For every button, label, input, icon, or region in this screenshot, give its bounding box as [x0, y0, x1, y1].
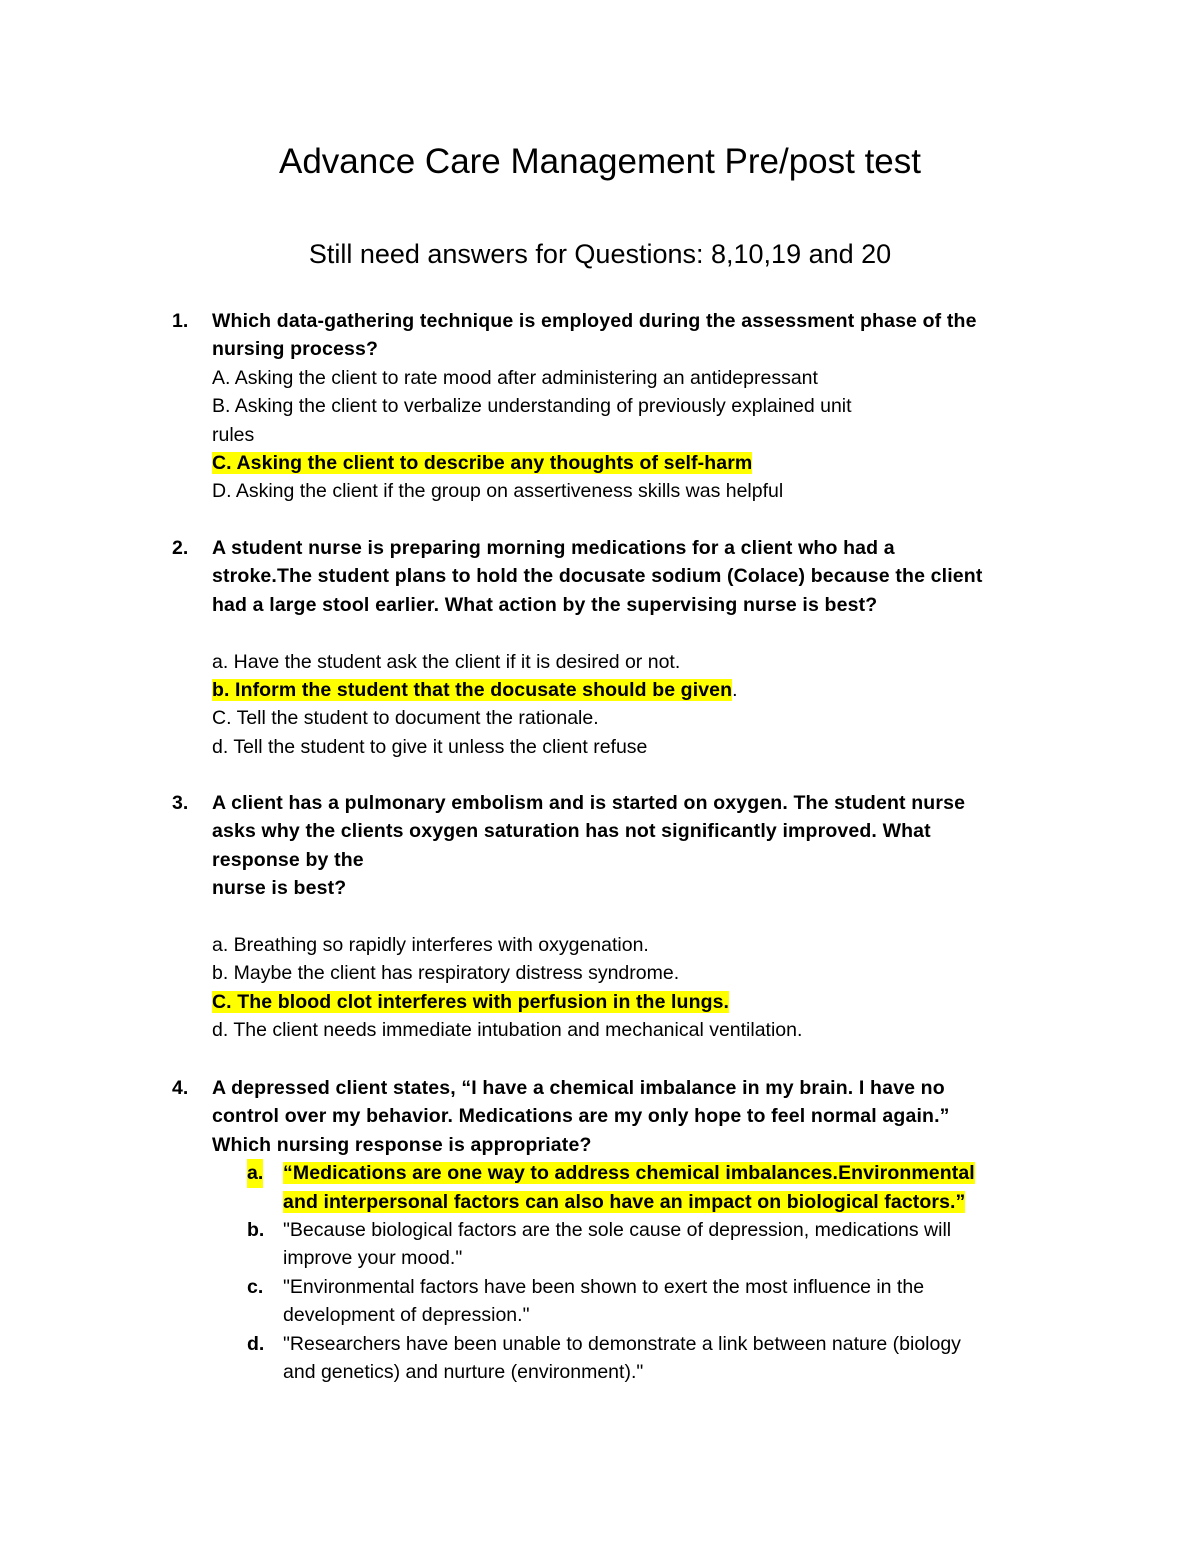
stem-line: A client has a pulmonary embolism and is started on oxygen. The student nurse: [212, 792, 966, 814]
stem-line: Which data-gathering technique is employed during the assessment phase of the: [212, 310, 977, 332]
answer-highlight: “Medications are one way to address chemical imbalances.Environmental: [283, 1162, 975, 1185]
option-line: development of depression.": [283, 1304, 530, 1327]
question-stem: [212, 1074, 1072, 1159]
spacer: [212, 903, 1072, 931]
option-line: "Environmental factors have been shown to exert the most influence in the: [283, 1275, 925, 1298]
question-stem: [212, 534, 1072, 619]
stem-line: nursing process?: [212, 338, 379, 361]
stem-line: response by the: [212, 848, 364, 871]
question-stem: [212, 307, 1072, 364]
option-d: d. Tell the student to give it unless the client refuse: [212, 735, 648, 758]
stem-line: A depressed client states, “I have a chemical imbalance in my brain. I have no: [212, 1077, 945, 1099]
question-number: 3.: [172, 792, 189, 814]
question-body: [212, 307, 1072, 506]
option-a: A. Asking the client to rate mood after administering an antidepressant: [212, 366, 818, 389]
option-a: a. Breathing so rapidly interferes with oxygenation.: [212, 934, 649, 957]
option-line: "Because biological factors are the sole cause of depression, medications will: [283, 1219, 952, 1242]
question-number: 1.: [172, 310, 189, 332]
question-body: [212, 534, 1072, 761]
question-stem: [212, 789, 1072, 903]
stem-line: control over my behavior. Medications are my only hope to feel normal again.”: [212, 1105, 950, 1128]
option-c: C. Tell the student to document the rationale.: [212, 707, 599, 730]
option-c-answer: [212, 988, 1072, 1016]
stem-line: asks why the clients oxygen saturation has not significantly improved. What: [212, 820, 931, 843]
option-b-answer: [212, 676, 1072, 704]
option-b: b. Maybe the client has respiratory distress syndrome.: [212, 962, 680, 985]
answer-highlight: C. The blood clot interferes with perfusion in the lungs.: [212, 990, 730, 1013]
option-letter: d.: [247, 1332, 265, 1355]
option-line: "Researchers have been unable to demonstrate a link between nature (biology: [283, 1332, 961, 1355]
option-list: [247, 1159, 1072, 1386]
stem-line: Which nursing response is appropriate?: [212, 1133, 592, 1156]
option-b: [247, 1216, 1072, 1273]
page-title: Advance Care Management Pre/post test: [278, 142, 921, 181]
stem-line: had a large stool earlier. What action by the supervising nurse is best?: [212, 593, 878, 616]
option-line: and genetics) and nurture (environment).": [283, 1361, 644, 1384]
stem-line: nurse is best?: [212, 877, 347, 900]
option-a-answer: [247, 1159, 1072, 1216]
answer-highlight: b. Inform the student that the docusate should be given: [212, 679, 733, 702]
question-number: 4.: [172, 1077, 189, 1099]
option-b-continued: rules: [212, 423, 255, 446]
option-line: improve your mood.": [283, 1247, 463, 1270]
spacer: [212, 619, 1072, 647]
option-a: a. Have the student ask the client if it is desired or not.: [212, 650, 681, 673]
option-c-answer: [212, 449, 1072, 477]
stem-line: A student nurse is preparing morning medications for a client who had a: [212, 537, 895, 559]
option-d: d. The client needs immediate intubation and mechanical ventilation.: [212, 1019, 803, 1042]
answer-highlight: and interpersonal factors can also have an impact on biological factors.”: [283, 1190, 966, 1213]
option-letter: c.: [247, 1275, 264, 1298]
question-number: 2.: [172, 537, 189, 559]
option-c: [247, 1273, 1072, 1330]
option-letter: b.: [247, 1219, 265, 1242]
option-d: [247, 1330, 1072, 1387]
option-d: D. Asking the client if the group on assertiveness skills was helpful: [212, 480, 784, 503]
stem-line: stroke.The student plans to hold the docusate sodium (Colace) because the client: [212, 565, 983, 588]
question-body: [212, 1074, 1072, 1386]
answer-highlight: C. Asking the client to describe any thoughts of self-harm: [212, 452, 753, 475]
option-letter: a.: [247, 1159, 263, 1187]
trailing-period: .: [732, 679, 738, 702]
page-subtitle: Still need answers for Questions: 8,10,19 and 20: [308, 239, 892, 269]
question-body: [212, 789, 1072, 1045]
option-b: B. Asking the client to verbalize understanding of previously explained unit: [212, 395, 852, 418]
